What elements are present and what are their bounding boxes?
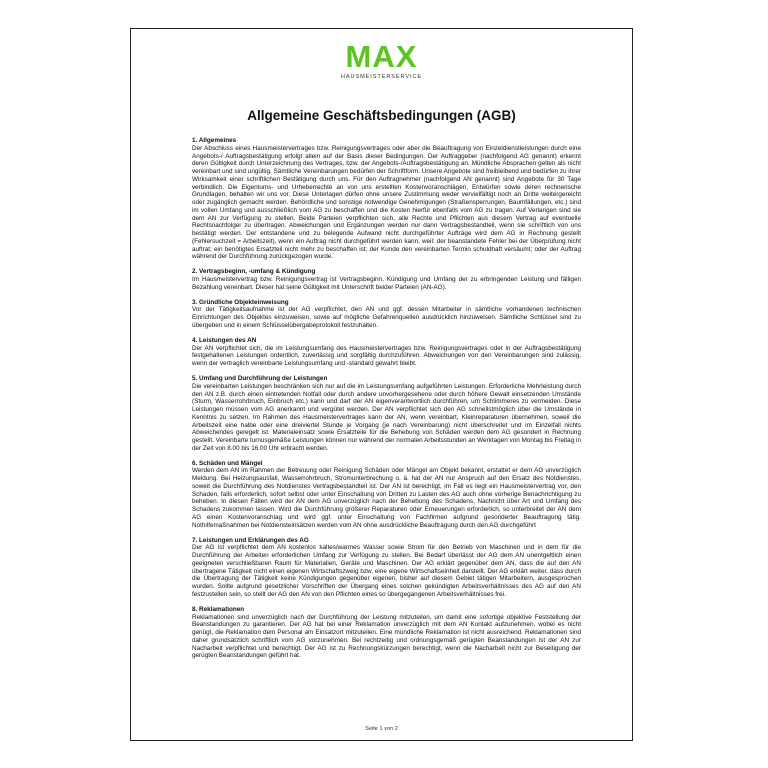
section-heading: 3. Gründliche Objekteinweisung (192, 298, 289, 306)
logo-tagline: HAUSMEISTERSERVICE (340, 74, 423, 80)
section-allgemeines (192, 137, 581, 261)
section-text: Werden dem AN im Rahmen der Betreuung oder Reinigung Schäden oder Mängel am Objekt bekannt, erstattet er dem AG unverzüglich Meldung. Bei Heizungsausfall, Wasserrohrbruch, Stromunterbrechung o. ä. hat der AN nur Anspruch auf den Ersatz des Notdienstes, soweit die Durchführung des Notdienstes Vertragsbestandteil ist. Der AN ist berechtigt, im Fall es liegt ein Hausmeistervertrag vor, den Schaden, falls erforderlich, sofort selbst oder unter Einschaltung von Dritten zu Lasten des AG auch ohne vorherige Benachrichtigung zu beheben. In diesen Fällen wird der AN dem AG unverzüglich nach der Behebung des Schadens, Nachricht über Art und Umfang des Schadens zukommen lassen. Wird die Durchführung größerer Reparaturen oder Erneuerungen erforderlich, so unterbreitet der AN dem AG einen Kostenvoranschlag und wird ggf. unter Einschaltung von Fachfirmen aufgrund gesonderter Beauftragung tätig. Nothilfemaßnahmen bei Notdiensteinsätzen werden vom AN ohne ausdrückliche Beauftragung durch den AG durchgeführt (192, 467, 581, 529)
section-heading: 5. Umfang und Durchführung der Leistungen (192, 375, 328, 382)
section-text: Der AG ist verpflichtet dem AN kostenlos kaltes/warmes Wasser sowie Strom für den Betrieb von Maschinen und in dem für die Durchführung der Arbeiten erforderlichen Umfang zur Verfügung zu stellen. Bei Bedarf überlässt der AG dem AN unentgeltlich einen geeigneten verschließbaren Raum für Materialien, Geräte und Maschinen. Der AG erklärt gegenüber dem AN, dass die auf den AN übertragene Tätigkeit nicht einen eigenen Wirtschaftszweig bzw. eine eigene Wirtschaftseinheit darstellt. Der AG erklärt weiter, dass durch die Übertragung der Tätigkeit keine Kündigungen gegenüber eigenen, bisher auf diesem Gebiet tätigen Mitarbeitern, ausgesprochen wurden. Sollte aufgrund gesetzlicher Vorschriften der Übergang eines solchen gekündigten Arbeitsverhältnisses des AG auf den AN festzustellen sein, so stellt der AG den AN von den Pflichten eines so übergegangenen Arbeitsverhältnisses frei. (192, 544, 581, 598)
document-page (130, 28, 633, 741)
section-heading: 8. Reklamationen (192, 605, 245, 613)
section-heading: 6. Schäden und Mängel (192, 459, 263, 467)
section-vertragsbeginn (192, 268, 581, 291)
section-text: Der AN verpflichtet sich, die im Leistungsumfang des Hausmeistervertrages bzw. Reinigungsvertrages oder in der Auftragsbestätigung festgehaltenen Leistungen ordentlich, zuverlässig und sorgfältig durchzuführen. Abweichungen von den Vereinbarungen sind zulässig, wenn der vertraglich vereinbarte Leistungsumfang und -standard gewahrt bleibt. (192, 344, 581, 368)
section-objekteinweisung (192, 299, 581, 330)
company-logo (131, 41, 632, 80)
section-text: Die vereinbarten Leistungen beschränken sich nur auf die im Leistungsumfang aufgeführten Leistungen. Erforderliche Mehrleistung durch den AN z.B. durch einen eintretenden Notfall oder durch andere unvorhergesehene oder durch höhere Gewalt einsetzenden Umstände (Sturm, Wasserrohrbruch, Einbruch etc.) kann und darf der AN eigenverantwortlich durchführen, um Schlimmeres zu vermeiden. Diese Leistungen müssen vom AG anerkannt und vergütet werden. Der AN verpflichtet sich den AG schnellstmöglich über die Umstände in Kenntnis zu setzen. Im Rahmen des Hausmeistervertrages kann der AN, wenn vereinbart, Kleinreparaturen übernehmen, soweil die Arbeitszeit eine halbe oder eine dreiviertel Stunde je Vorgang (je nach Vereinbarung) nicht überschreitet und im Einzelfall nichts Abweichendes geregelt ist. Materialeinsatz sowie Ersatzteile für die Behebung von Schäden werden dem AG gesondert in Rechnung gestellt. Vereinbarte turnusgemäße Leistungen können nur während der normalen Arbeitsstunden an Werktagen von Montag bis Freitag in der Zeit von 8.00 bis 16.00 Uhr erbracht werden. (192, 382, 581, 452)
section-heading: 7. Leistungen und Erklärungen des AG (192, 536, 309, 544)
section-text: Reklamationen sind unverzüglich nach der Durchführung der Leistung mitzuteilen, um damit eine sofortige objektive Feststellung der Beanstandungen zu garantieren. Der AG hat bei einer Reklamation unverzüglich mit dem AN Kontakt aufzunehmen, wobei es nicht genügt, die Reklamation dem Personal am Einsatzort mitzuteilen. Eine mündliche Reklamation ist nicht ausreichend. Reklamationen sind daher grundsätzlich schriftlich vom AG vorzunehmen. Bei rechtzeitig und ordnungsgemäß gerügten Beanstandungen ist der AN zur Nacharbeit verpflichtet und berechtigt. Der AG ist zu Rechnungskürzungen berechtigt, wenn die Nacharbeit nicht zur Beseitigung der gerügten Beanstandungen geführt hat. (192, 613, 581, 660)
section-text: Vor der Tätigkeitsaufnahme ist der AG verpflichtet, den AN und ggf. dessen Mitarbeiter in sämtliche vorhandenen technischen Einrichtungen des Objektes einzuweisen, sowie auf mögliche Gefahrenquellen ausdrücklich hinzuweisen. Sämtliche Schlüssel sind zu übergeben und in einem Schlüsselübergabeprotokoll festzuhalten. (192, 306, 581, 329)
logo-wordmark: MAX (345, 39, 418, 74)
section-reklamationen (192, 606, 581, 660)
section-heading: 2. Vertragsbeginn, -umfang & Kündigung (192, 268, 316, 276)
section-heading: 4. Leistungen des AN (192, 336, 257, 344)
section-text: Der Abschluss eines Hausmeistervertrages bzw. Reinigungsvertrages oder aber die Beauftragung von Einzeldienstleistungen durch eine Angebots-/ Auftragsbestätigung erfolgt allein auf der Basis dieser Bedingungen. Der Auftraggeber (nachfolgend AG genannt) erkennt deren Gültigkeit durch Unterzeichnung des Vertrages, bzw. der Angebots-/Auftragsbestätigung an. Mündliche Absprachen gelten als nicht vereinbart und sind ungültig. Sämtliche Vereinbarungen bedürfen der Schriftform. Unsere Angebote sind freibleibend und bedürfen zu ihrer Wirksamkeit einer schriftlichen Bestätigung durch uns. Für den Auftragnehmer (nachfolgend AN genannt) sind Angebote für 30 Tage verbindlich. Die Eigentums- und Urheberrechte an von uns erstellten Kostenvoranschlägen, Entwürfen sowie deren rechnerische Grundlagen, behalten wir uns vor. Diese Unterlagen dürfen ohne unsere Zustimmung weder vervielfältigt noch an Dritte weitergereicht oder zugänglich gemacht werden. Behördliche und sonstige notwendige Genehmigungen (Straßensperrungen, Baumfällungen, etc.) sind im vollen Umfang und ausschließlich vom AG zu beschaffen und die Kosten hierfür ebenfalls vom AG zu tragen. Auf Verlangen sind sie dem AN zur Verfügung zu stellen. Beide Parteien verpflichten sich, alle Rechte und Pflichten aus diesem Vertrag auf eventuelle Rechtsnachfolger zu übertragen. Abweichungen und Ergänzungen werden nur dann Vertragsbestandteil, wenn sie schriftlich von uns bestätigt werden. Der entstandene und zu belegende Aufwand nicht durchgeführter Aufträge wird dem AG in Rechnung gestellt (Fehlersuchzeit = Arbeitszeit), wenn ein Auftrag nicht durchgeführt werden kann, weil: der beanstandete Fehler bei der Überprüfung nicht auftrat; ein benötigtes Ersatzteil nicht mehr zu beschaffen ist; der Kunde den vereinbarten Termin schuldhaft versäumt; oder der Auftrag während der Durchführung zurückgezogen wurde. (192, 144, 581, 261)
section-text: Im Hausmeistervertrag bzw. Reinigungsvertrag ist Vertragsbeginn, Kündigung und Umfang der zu erbringenden Leistung und fälligen Bezahlung vereinbart. Dieser hat seine Gültigkeit mit Unterschrift beider Parteien (AN-AG). (192, 275, 581, 291)
section-umfang-durchfuehrung (192, 375, 581, 453)
section-heading: 1. Allgemeines (192, 137, 237, 144)
section-schaeden-maengel (192, 460, 581, 530)
document-title: Allgemeine Geschäftsbedingungen (AGB) (247, 108, 516, 123)
section-leistungen-an (192, 337, 581, 368)
page-number: Seite 1 von 2 (365, 726, 398, 732)
section-leistungen-ag (192, 537, 581, 599)
document-body (192, 137, 581, 667)
